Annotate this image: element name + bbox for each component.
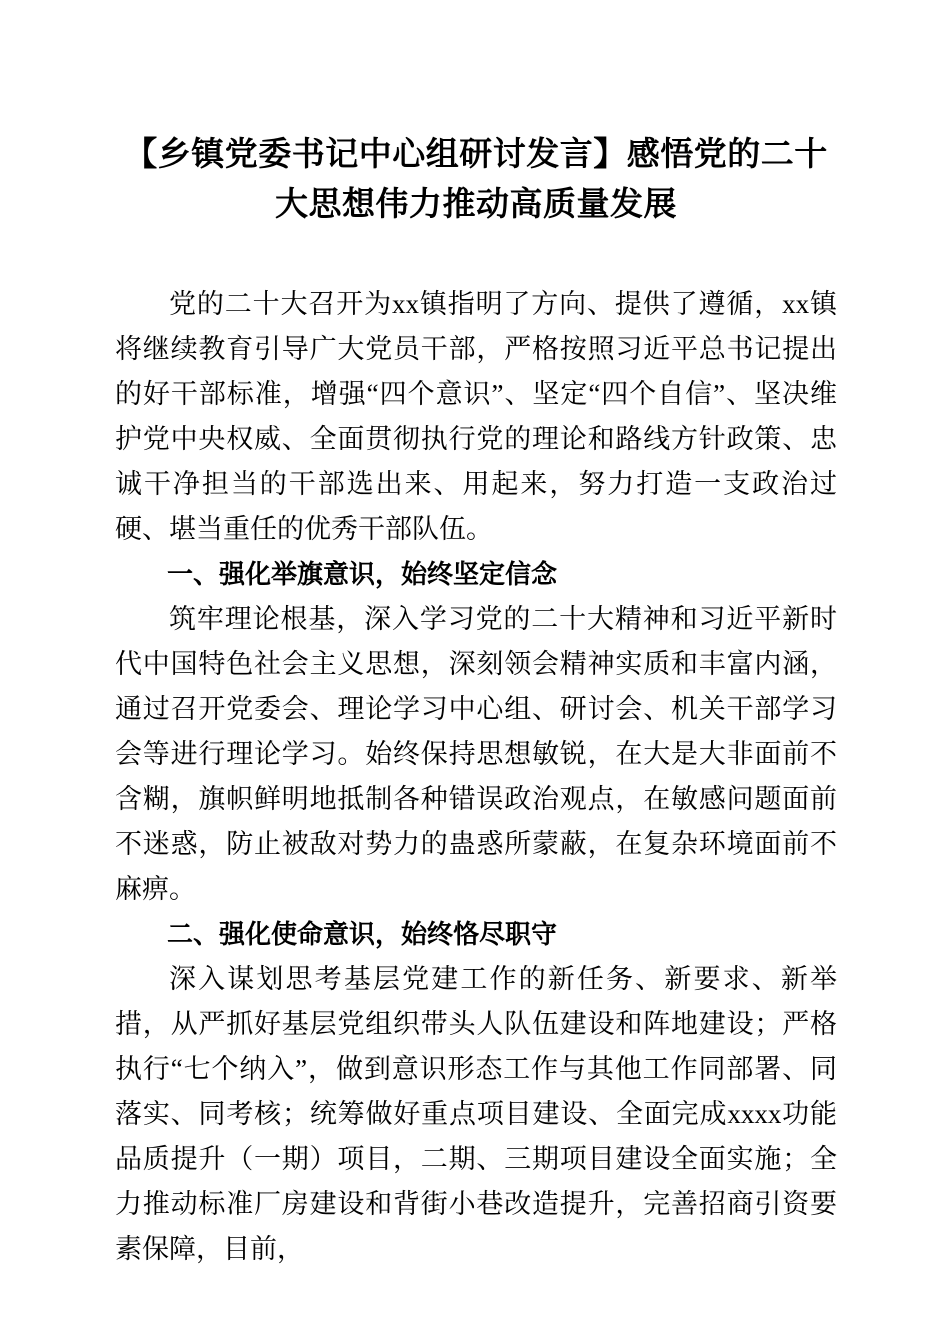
paragraph-section-1: 筑牢理论根基，深入学习党的二十大精神和习近平新时代中国特色社会主义思想，深刻领会精神实质和丰富内涵，通过召开党委会、理论学习中心组、研讨会、机关干部学习会等进行理论学习。始终保持思想敏锐，在大是大非面前不含糊，旗帜鲜明地抵制各种错误政治观点，在敏感问题面前不迷惑，防止被敌对势力的蛊惑所蒙蔽，在复杂环境面前不麻痹。 (115, 604, 837, 904)
section-heading-2: 二、强化使命意识，始终恪尽职守 (167, 919, 558, 949)
section-heading-1: 一、强化举旗意识，始终坚定信念 (167, 559, 558, 589)
document-title: 【乡镇党委书记中心组研讨发言】感悟党的二十大思想伟力推动高质量发展 (124, 137, 828, 223)
paragraph-section-2: 深入谋划思考基层党建工作的新任务、新要求、新举措，从严抓好基层党组织带头人队伍建设和阵地建设；严格执行“七个纳入”，做到意识形态工作与其他工作同部署、同落实、同考核；统筹做好重点项目建设、全面完成xxxx功能品质提升（一期）项目，二期、三期项目建设全面实施；全力推动标准厂房建设和背街小巷改造提升，完善招商引资要素保障，目前， (115, 964, 837, 1264)
paragraph-intro: 党的二十大召开为xx镇指明了方向、提供了遵循，xx镇将继续教育引导广大党员干部，严格按照习近平总书记提出的好干部标准，增强“四个意识”、坚定“四个自信”、坚决维护党中央权威、全面贯彻执行党的理论和路线方针政策、忠诚干净担当的干部选出来、用起来，努力打造一支政治过硬、堪当重任的优秀干部队伍。 (115, 289, 837, 544)
